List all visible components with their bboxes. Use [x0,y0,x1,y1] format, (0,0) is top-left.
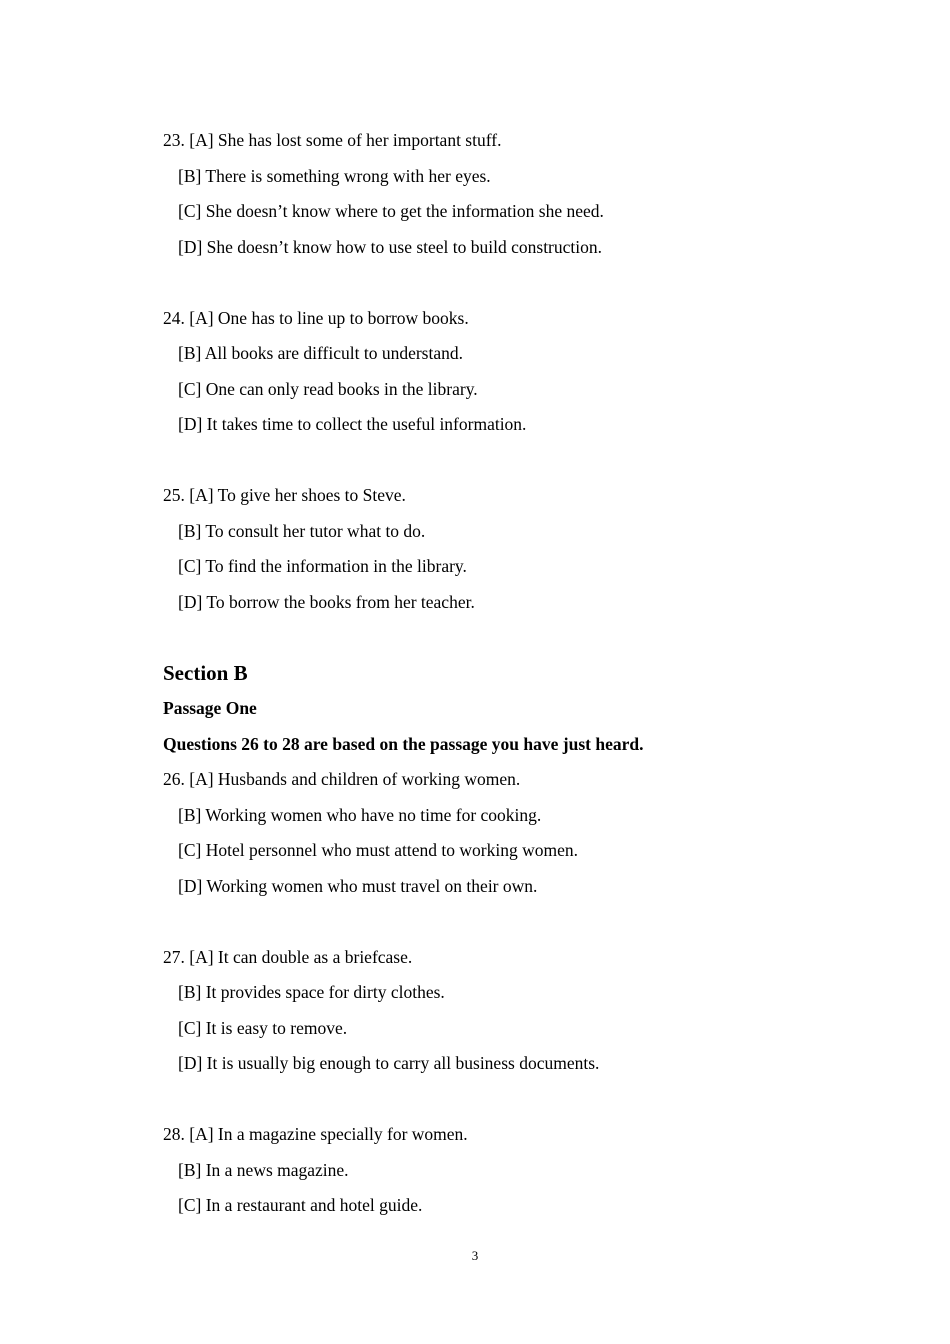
section-title: Section B [163,660,248,685]
question-stem: 23. [A] She has lost some of her important stuff. [163,130,502,150]
answer-option: [C] One can only read books in the library. [178,378,478,399]
answer-option: [C] She doesn’t know where to get the information she need. [178,201,604,221]
answer-option: [B] Working women who have no time for cooking. [178,804,542,825]
answer-option: [C] It is easy to remove. [178,1017,348,1038]
question-stem: 28. [A] In a magazine specially for women. [163,1124,468,1144]
answer-option: [D] It takes time to collect the useful information. [178,414,527,434]
answer-option: [D] To borrow the books from her teacher. [178,591,475,612]
question-26 [163,762,863,904]
spacer [163,443,863,479]
answer-option: [B] It provides space for dirty clothes. [178,982,445,1002]
question-27 [163,940,863,1082]
answer-option: [D] Working women who must travel on their own. [178,875,538,896]
answer-option: [C] To find the information in the library. [178,556,467,576]
spacer [163,265,863,301]
answer-option: [D] She doesn’t know how to use steel to build construction. [178,236,602,257]
spacer [163,1082,863,1118]
question-28 [163,1117,863,1224]
question-stem: 27. [A] It can double as a briefcase. [163,946,413,967]
spacer [163,620,863,656]
question-23 [163,123,863,265]
passage-heading: Passage One [163,698,257,718]
page-number: 3 [471,1248,479,1263]
section-instruction: Questions 26 to 28 are based on the passage you have just heard. [163,733,644,754]
answer-option: [C] Hotel personnel who must attend to working women. [178,840,579,860]
answer-option: [D] It is usually big enough to carry all business documents. [178,1053,600,1073]
answer-option: [B] There is something wrong with her eyes. [178,165,491,186]
answer-option: [B] To consult her tutor what to do. [178,520,426,541]
question-stem: 24. [A] One has to line up to borrow books. [163,307,469,328]
question-stem: 26. [A] Husbands and children of working women. [163,769,521,789]
question-24 [163,301,863,443]
spacer [163,904,863,940]
question-stem: 25. [A] To give her shoes to Steve. [163,485,406,505]
page-content [163,123,863,1224]
answer-option: [B] In a news magazine. [178,1159,349,1180]
question-25 [163,478,863,620]
answer-option: [C] In a restaurant and hotel guide. [178,1195,423,1215]
answer-option: [B] All books are difficult to understand. [178,343,463,363]
